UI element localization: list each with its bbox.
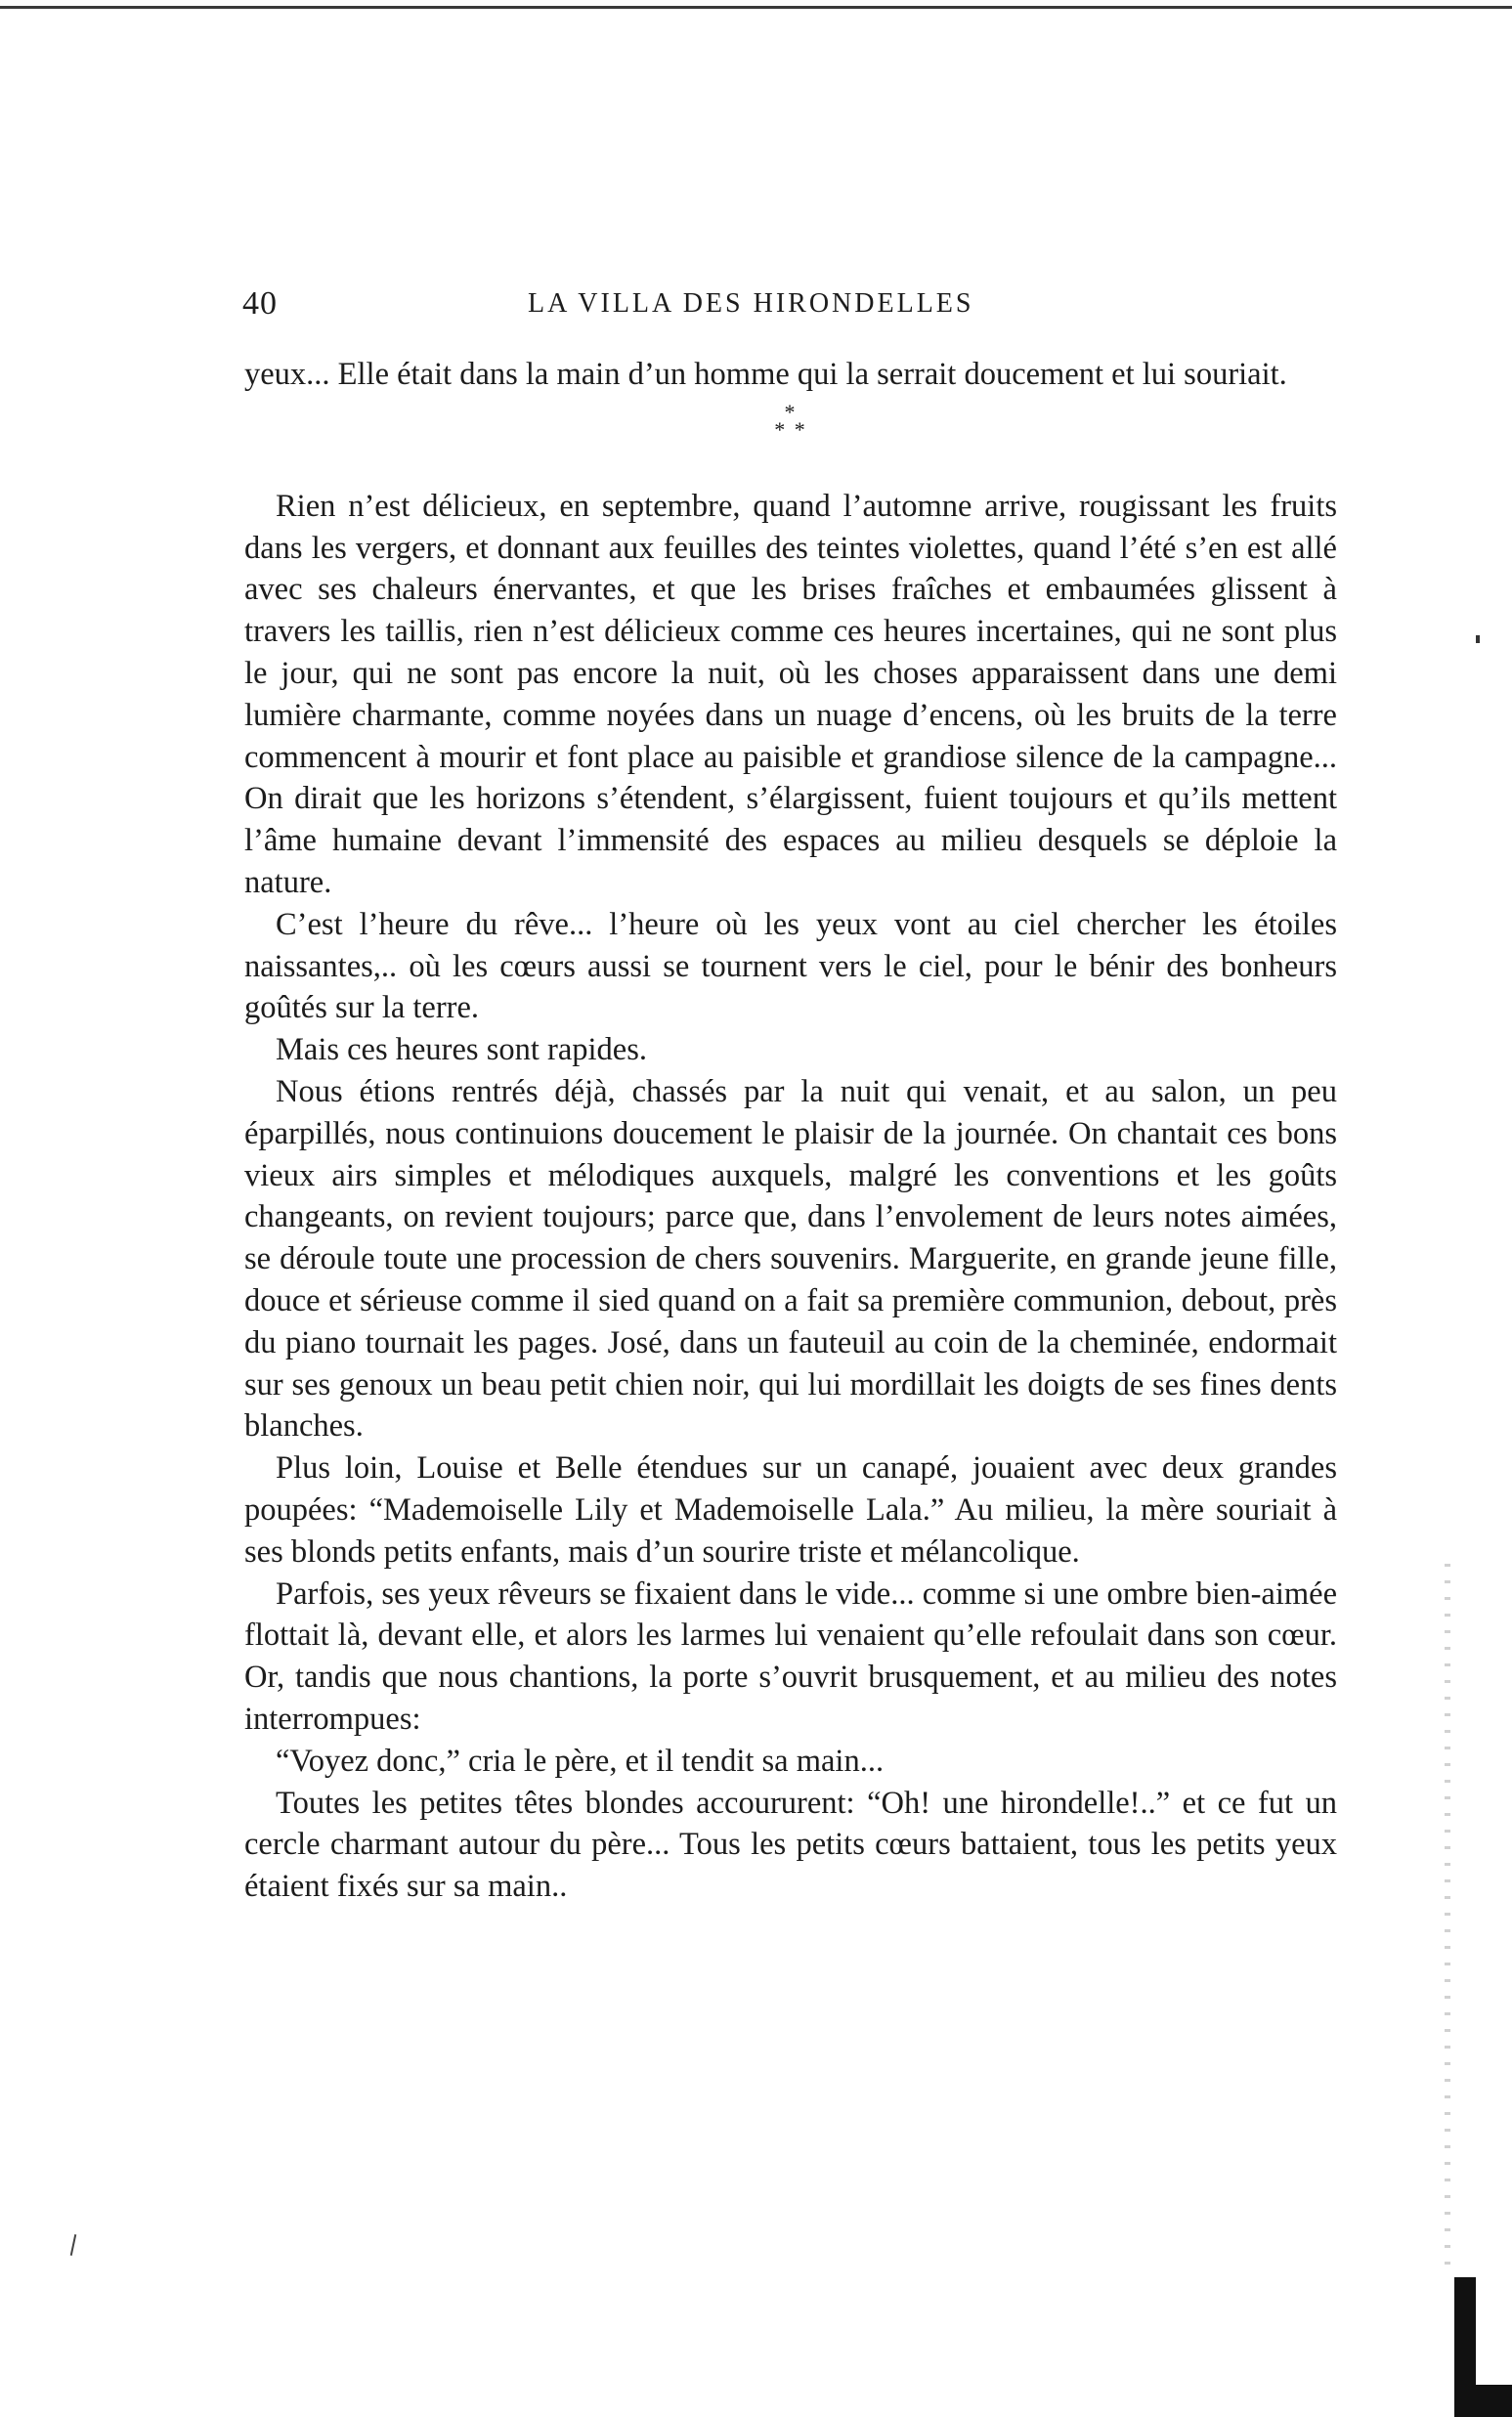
asterism-top: * [784,399,798,424]
paragraph-4: Nous étions rentrés déjà, chassés par la nuit qui venait, et au salon, un peu éparpillés, nous continuions doucement le plaisir de la journée. On chantait ces bons vieux airs simples et mélodiques auxquels, malgré les conventions et les goûts changeants, on revient toujours; parce que, dans l’envolement de leurs notes aimées, se déroule toute une procession de chers souvenirs. Marguerite, en grande jeune fille, douce et sérieuse comme il sied quand on a fait sa première communion, debout, près du piano tournait les pages. José, dans un fauteuil au coin de la cheminée, endormait sur ses genoux un beau petit chien noir, qui lui mordillait les doigts de ses fines dents blanches. [244,1073,1337,1445]
paragraph-2: C’est l’heure du rêve... l’heure où les yeux vont au ciel chercher les étoiles naissantes,.. où les cœurs aussi se tournent vers le ciel, pour le bénir des bonheurs goûtés sur la terre. [244,906,1337,1026]
body-text [244,354,1337,1908]
paragraph-5: Plus loin, Louise et Belle étendues sur un canapé, jouaient avec deux grandes poupées: “Mademoiselle Lily et Mademoiselle Lala.” Au milieu, la mère souriait à ses blonds petits enfants, mais d’un sourire triste et mélancolique. [244,1450,1337,1570]
scan-edge-speckle [1445,1564,1450,2267]
paragraph-1: Rien n’est délicieux, en septembre, quand l’automne arrive, rougissant les fruits dans les vergers, et donnant aux feuilles des teintes violettes, quand l’été s’en est allé avec ses chaleurs énervantes, et que les brises fraîches et embaumées glissent à travers les taillis, rien n’est délicieux comme ces heures incertaines, qui ne sont plus le jour, qui ne sont pas encore la nuit, où les choses apparaissent dans une demi lumière charmante, comme noyées dans un nuage d’encens, où les bruits de la terre commencent à mourir et font place au paisible et grandiose silence de la campagne... On dirait que les horizons s’étendent, s’élargissent, fuient toujours et qu’ils mettent l’âme humaine devant l’immensité des espaces au milieu desquels se déploie la nature. [244,488,1337,900]
paragraph-3: Mais ces heures sont rapides. [276,1032,647,1068]
asterism-bottom: * * [774,416,807,442]
paragraph-8: Toutes les petites têtes blondes accoururent: “Oh! une hirondelle!..” et ce fut un cercle charmant autour du père... Tous les petits cœurs battaient, tous les petits yeux étaient fixés sur sa main.. [244,1785,1337,1905]
paragraph-7: “Voyez donc,” cria le père, et il tendit sa main... [276,1743,885,1779]
margin-mark [70,2234,77,2256]
paragraph-continued: yeux... Elle était dans la main d’un homme qui la serrait doucement et lui souriait. [244,357,1287,392]
top-rule [0,6,1512,9]
asterism-separator [244,396,1337,486]
scan-edge-foot [1454,2385,1512,2417]
page-number: 40 [242,285,278,322]
paragraph-6: Parfois, ses yeux rêveurs se fixaient dans le vide... comme si une ombre bien-aimée flottait là, devant elle, et alors les larmes lui venaient qu’elle refoulait dans son cœur. Or, tandis que nous chantions, la porte s’ouvrit brusquement, et au milieu des notes interrompues: [244,1575,1337,1737]
running-title: LA VILLA DES HIRONDELLES [528,288,974,319]
margin-dot [1476,635,1480,643]
